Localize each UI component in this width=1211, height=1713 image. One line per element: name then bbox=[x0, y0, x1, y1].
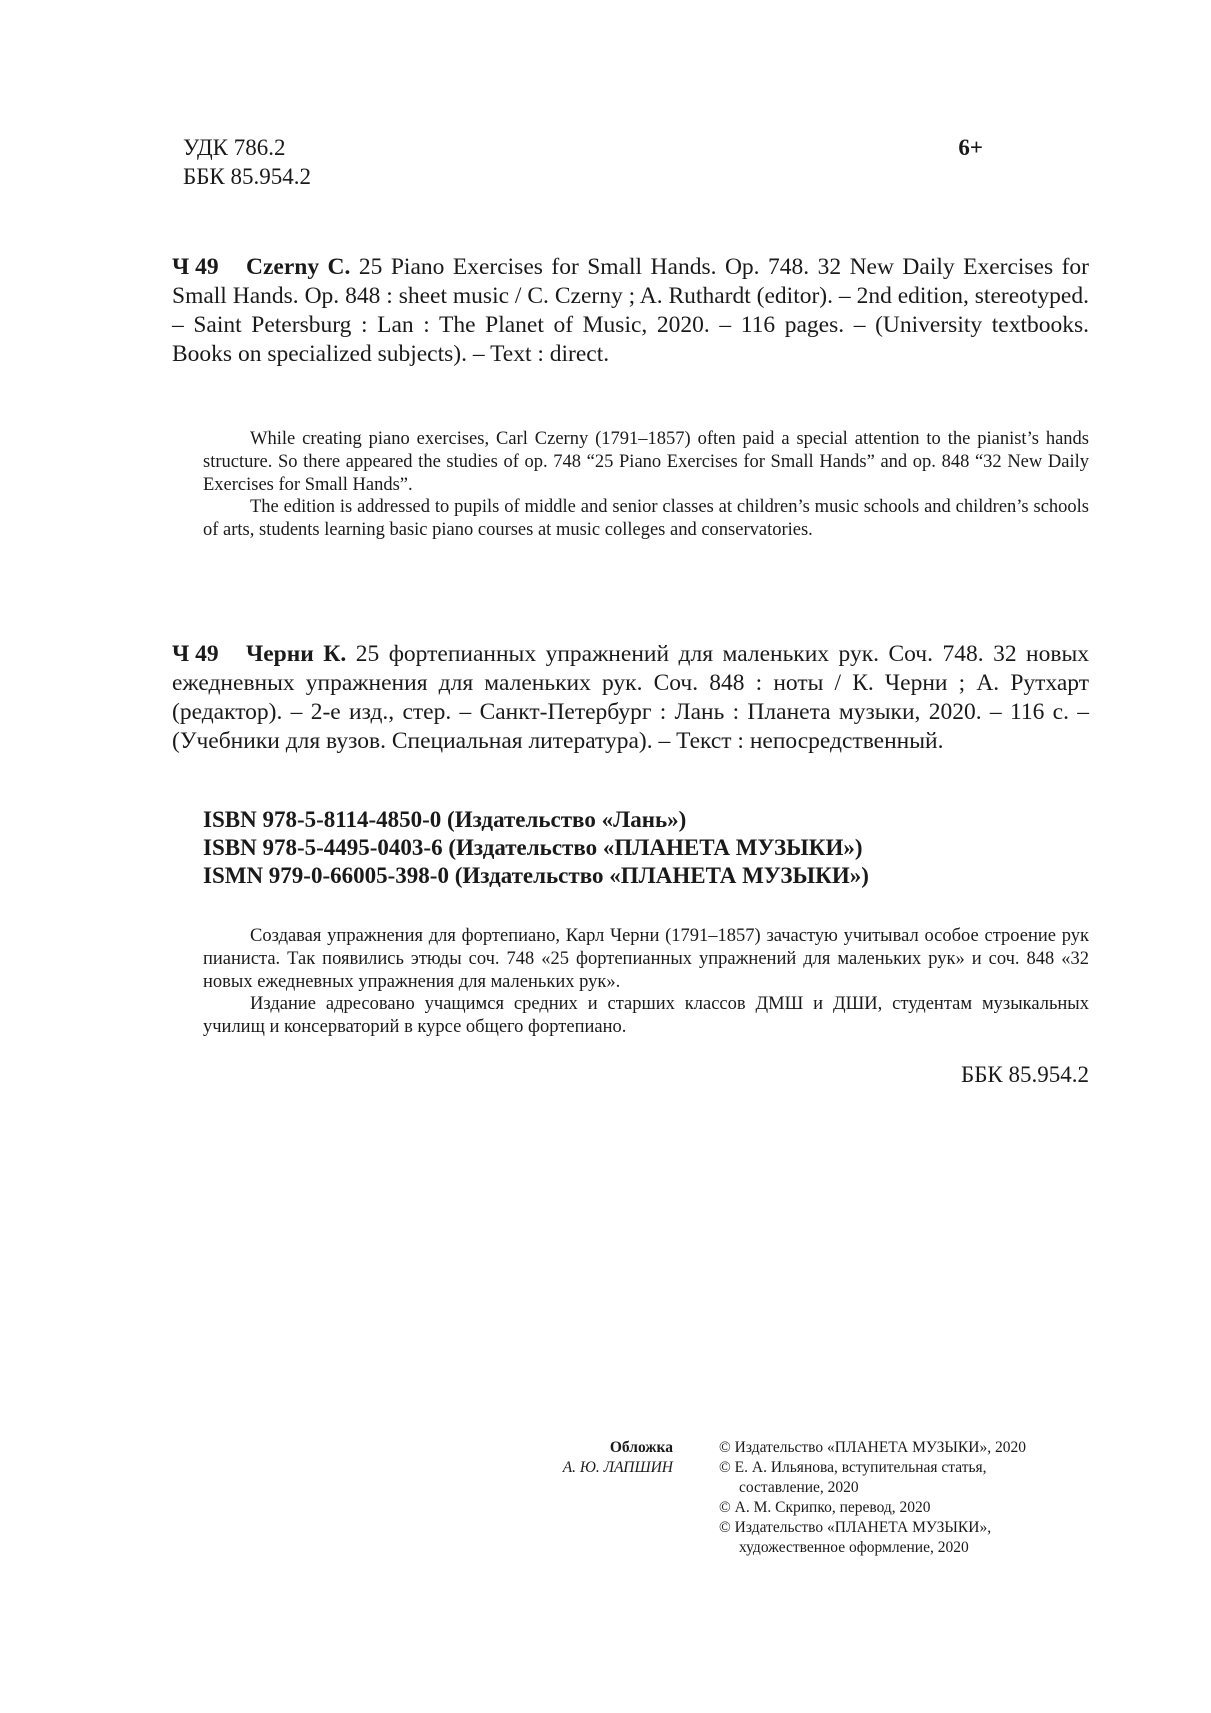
english-abstract bbox=[203, 428, 1089, 542]
entry-index: Ч 49 bbox=[172, 254, 219, 280]
abstract-paragraph: The edition is addressed to pupils of middle and senior classes at children’s music schools and children’s schools of arts, students learning basic piano courses at music colleges and conservatories. bbox=[203, 497, 1089, 541]
russian-abstract bbox=[203, 925, 1089, 1039]
isbn-line: ISBN 978-5-4495-0403-6 (Издательство «ПЛАНЕТА МУЗЫКИ») bbox=[203, 835, 863, 860]
classification-codes bbox=[183, 133, 311, 191]
age-rating: 6+ bbox=[958, 135, 983, 160]
copyright-block bbox=[719, 1438, 1026, 1558]
copyright-line: © Издательство «ПЛАНЕТА МУЗЫКИ», 2020 bbox=[719, 1439, 1026, 1456]
entry-description: 25 Piano Exercises for Small Hands. Op. 748. 32 New Daily Exercises for Small Hands. Op. 848 : sheet music / C. Czerny ; A. Ruthardt (editor). – 2nd edition, stereotyped. – Saint Petersburg : Lan : The Planet of Music, 2020. – 116 pages. – (University textbooks. Books on specialized subjects). – Text : direct. bbox=[172, 254, 1090, 367]
copyright-line: © Издательство «ПЛАНЕТА МУЗЫКИ», bbox=[719, 1519, 992, 1536]
entry-author: Czerny C. bbox=[246, 254, 351, 280]
copyright-line: © Е. А. Ильянова, вступительная статья, bbox=[719, 1459, 987, 1476]
bbk-code-bottom: ББК 85.954.2 bbox=[960, 1062, 1089, 1087]
entry-index: Ч 49 bbox=[172, 641, 219, 667]
entry-description: 25 фортепианных упражнений для маленьких рук. Соч. 748. 32 новых ежедневных упражнения для маленьких рук. Соч. 848 : ноты / К. Черни ; А. Рутхарт (редактор). – 2-е изд., стер. – Санкт-Петербург : Лань : Планета музыки, 2020. – 116 с. – (Учебники для вузов. Специальная литература). – Текст : непосредственный. bbox=[172, 641, 1090, 754]
russian-catalog-entry bbox=[172, 640, 1089, 756]
copyright-line-continued: составление, 2020 bbox=[739, 1479, 859, 1496]
cover-credit bbox=[563, 1438, 673, 1478]
cover-label: Обложка bbox=[609, 1439, 673, 1456]
english-catalog-entry bbox=[172, 253, 1089, 369]
bbk-code: ББК 85.954.2 bbox=[183, 164, 312, 189]
isbn-block bbox=[203, 806, 869, 890]
isbn-line: ISBN 978-5-8114-4850-0 (Издательство «Лань») bbox=[203, 807, 687, 832]
cover-artist: А. Ю. ЛАПШИН bbox=[562, 1459, 673, 1476]
udk-code: УДК 786.2 bbox=[183, 135, 286, 160]
entry-author: Черни К. bbox=[246, 641, 347, 667]
abstract-paragraph: Создавая упражнения для фортепиано, Карл Черни (1791–1857) зачастую учитывал особое строение рук пианиста. Так появились этюды соч. 748 «25 фортепианных упражнений для маленьких рук» и соч. 848 «32 новых ежедневных упражнения для маленьких рук». bbox=[203, 926, 1089, 992]
abstract-paragraph: Издание адресовано учащимся средних и старших классов ДМШ и ДШИ, студентам музыкальных училищ и консерваторий в курсе общего фортепиано. bbox=[203, 994, 1089, 1038]
abstract-paragraph: While creating piano exercises, Carl Czerny (1791–1857) often paid a special attention to the pianist’s hands structure. So there appeared the studies of op. 748 “25 Piano Exercises for Small Hands” and op. 848 “32 New Daily Exercises for Small Hands”. bbox=[203, 429, 1089, 495]
ismn-line: ISMN 979-0-66005-398-0 (Издательство «ПЛАНЕТА МУЗЫКИ») bbox=[203, 863, 869, 888]
copyright-line: © А. М. Скрипко, перевод, 2020 bbox=[719, 1499, 931, 1516]
copyright-line-continued: художественное оформление, 2020 bbox=[739, 1539, 969, 1556]
